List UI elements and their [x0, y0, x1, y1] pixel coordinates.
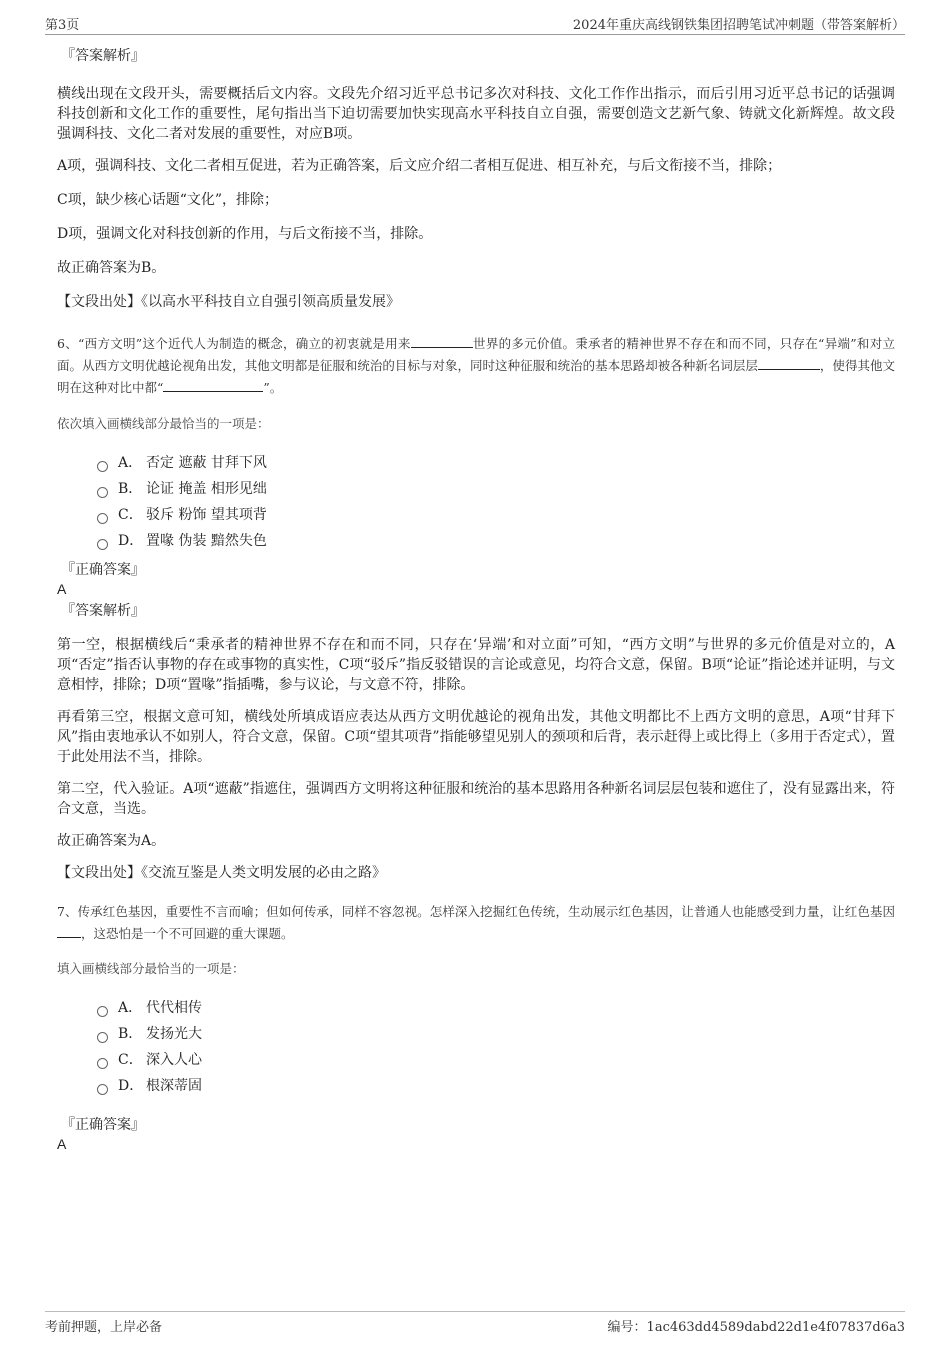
q7-answer: A [57, 1136, 67, 1152]
q7-options [97, 995, 895, 1099]
q6-option-b[interactable]: B． 论证 掩盖 相形见绌 [97, 476, 895, 502]
q7-option-a[interactable]: A． 代代相传 [97, 995, 895, 1021]
q6-option-a[interactable]: A． 否定 遮蔽 甘拜下风 [97, 450, 895, 476]
q6-prompt: 依次填入画横线部分最恰当的一项是： [57, 416, 270, 431]
q6-correct-label: 『正确答案』 [61, 562, 145, 578]
q5-analysis-paragraph: C项，缺少核心话题“文化”，排除； [57, 192, 279, 208]
q6-analysis-paragraph: 第二空，代入验证。A项“遮蔽”指遮住，强调西方文明将这种征服和统治的基本思路用各种新名词层层包装和遮住了，没有显露出来，符合文意，当选。 [57, 781, 895, 817]
q6-options [97, 450, 895, 554]
q6-question-text: 6、“西方文明”这个近代人为制造的概念，确立的初衷就是用来 世界的多元价值。秉承者的精神世界不存在和而不同，只存在“异端”和对立面。从西方文明优越论视角出发，其他文明都是征服和统治的目标与对象，同时这种征服和统治的基本思路却被各种新名词层层 ，使得其他文明在这种对比中都“ ”。 [57, 333, 895, 399]
q5-analysis-paragraph: 故正确答案为B。 [57, 260, 166, 276]
q5-analysis-paragraph: A项，强调科技、文化二者相互促进，若为正确答案，后文应介绍二者相互促进、相互补充，与后文衔接不当，排除； [57, 158, 782, 174]
q5-source: 【文段出处】《以高水平科技自立自强引领高质量发展》 [57, 294, 400, 310]
q6-analysis-label: 『答案解析』 [61, 603, 145, 619]
footer-slogan: 考前押题，上岸必备 [45, 1320, 163, 1335]
q6-answer: A [57, 581, 67, 597]
q7-correct-label: 『正确答案』 [61, 1117, 145, 1133]
q6-blank-1 [411, 333, 473, 348]
q7-option-b[interactable]: B． 发扬光大 [97, 1021, 895, 1047]
radio-button-icon[interactable] [97, 487, 108, 498]
q5-analysis-paragraph: 横线出现在文段开头，需要概括后文内容。文段先介绍习近平总书记多次对科技、文化工作作出指示，而后引用习近平总书记的话强调科技创新和文化工作的重要性，尾句指出当下迫切需要加快实现高水平科技自立自强，需要创造文艺新气象、铸就文化新辉煌。故文段强调科技、文化二者对发展的重要性，对应B项。 [57, 86, 895, 142]
q6-source: 【文段出处】《交流互鉴是人类文明发展的必由之路》 [57, 865, 386, 881]
q7-question-text: 7、传承红色基因，重要性不言而喻；但如何传承，同样不容忽视。怎样深入挖掘红色传统，生动展示红色基因，让普通人也能感受到力量，让红色基因，这恐怕是一个不可回避的重大课题。 [57, 904, 895, 941]
radio-button-icon[interactable] [97, 461, 108, 472]
q5-analysis-paragraph: D项，强调文化对科技创新的作用，与后文衔接不当，排除。 [57, 226, 433, 242]
document-id: 编号：1ac463dd4589dabd22d1e4f07837d6a3 [607, 1320, 905, 1335]
q6-analysis-paragraph: 再看第三空，根据文意可知，横线处所填成语应表达从西方文明优越论的视角出发，其他文明都比不上西方文明的意思，A项“甘拜下风”指由衷地承认不如别人，符合文意，保留。C项“望其项背”指能够望见别人的颈项和后背，表示赶得上或比得上（多用于否定式），置于此处用法不当，排除。 [57, 709, 895, 765]
document-title: 2024年重庆高线钢铁集团招聘笔试冲刺题（带答案解析） [572, 18, 905, 33]
page-footer [45, 1311, 905, 1337]
page-number: 第3页 [45, 18, 80, 33]
q6-analysis-paragraph: 第一空，根据横线后“秉承者的精神世界不存在和而不同，只存在‘异端’和对立面”可知，“西方文明”与世界的多元价值是对立的，A项“否定”指否认事物的存在或事物的真实性，C项“驳斥”指反驳错误的言论或意见，均符合文意，保留。B项“论证”指论述并证明，与文意相悖，排除；D项“置喙”指插嘴，参与议论，与文意不符，排除。 [57, 637, 895, 693]
page-header [45, 14, 905, 35]
q7-option-d[interactable]: D． 根深蒂固 [97, 1073, 895, 1099]
q6-blank-3 [163, 377, 263, 392]
radio-button-icon[interactable] [97, 1058, 108, 1069]
radio-button-icon[interactable] [97, 1084, 108, 1095]
q6-option-c[interactable]: C． 驳斥 粉饰 望其项背 [97, 502, 895, 528]
q7-prompt: 填入画横线部分最恰当的一项是： [57, 961, 245, 976]
radio-button-icon[interactable] [97, 1006, 108, 1017]
q6-analysis-paragraph: 故正确答案为A。 [57, 833, 166, 849]
radio-button-icon[interactable] [97, 539, 108, 550]
q7-blank [57, 923, 81, 938]
radio-button-icon[interactable] [97, 1032, 108, 1043]
document-body [57, 46, 895, 1153]
q7-option-c[interactable]: C． 深入人心 [97, 1047, 895, 1073]
q5-analysis-label: 『答案解析』 [61, 48, 145, 64]
q6-option-d[interactable]: D． 置喙 伪装 黯然失色 [97, 528, 895, 554]
q6-blank-2 [758, 355, 820, 370]
radio-button-icon[interactable] [97, 513, 108, 524]
